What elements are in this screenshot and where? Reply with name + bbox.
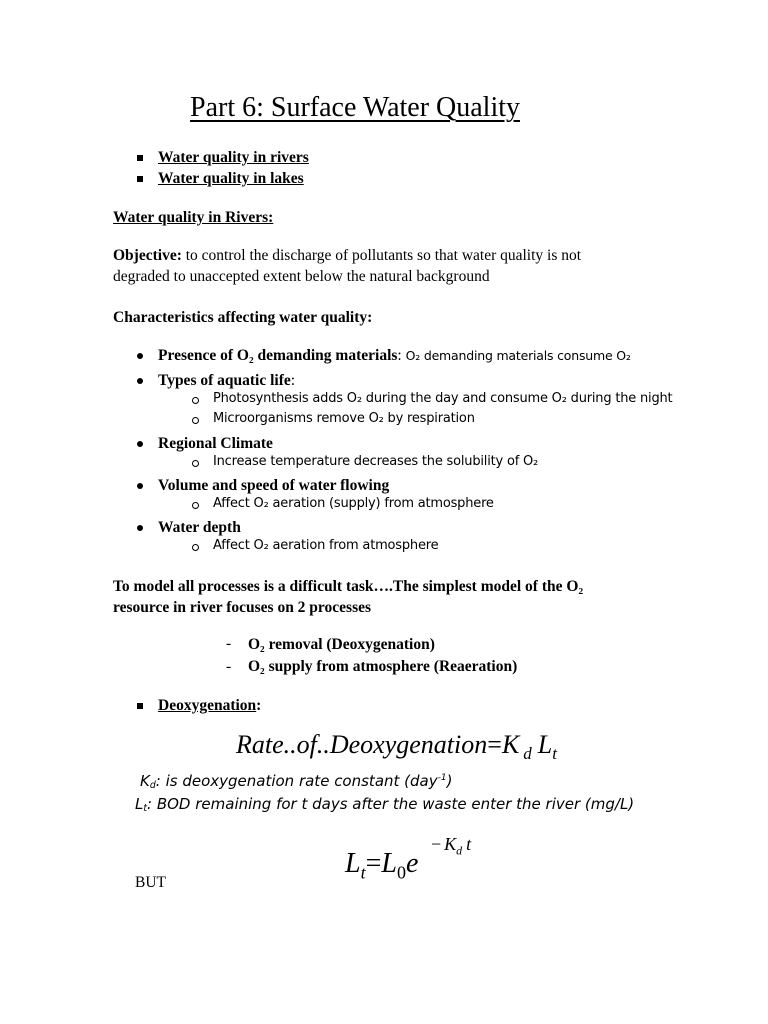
square-bullet-icon: [137, 176, 143, 182]
deox-colon: :: [256, 697, 262, 714]
kd-text-b: ): [446, 772, 453, 790]
lt-symbol: L: [135, 795, 144, 813]
objective-text-1: to control the discharge of pollutants so that water quality is not: [181, 247, 582, 264]
char-depth-label: Water depth: [158, 519, 241, 536]
toc-item-rivers[interactable]: Water quality in rivers: [158, 149, 309, 166]
char-aquatic-label: Types of aquatic life: [158, 372, 291, 389]
char-presence-colon: :: [397, 347, 402, 364]
bullet-circle-icon: [192, 460, 199, 467]
kd-definition: [140, 772, 452, 791]
eq2-e: e: [405, 848, 419, 879]
eq1-k: K: [501, 730, 520, 759]
char-climate-sub-1: Increase temperature decreases the solubility of O₂: [213, 454, 539, 469]
equation-bod-remaining: [345, 848, 418, 884]
objective-label: Objective:: [113, 247, 182, 264]
char-volume-sub-1: Affect O₂ aeration (supply) from atmosphere: [213, 496, 494, 511]
model-text-line-1: To model all processes is a difficult task….The simplest model of the O₂: [113, 578, 584, 595]
bullet-circle-icon: [192, 544, 199, 551]
char-aquatic: [158, 370, 295, 391]
objective-line-2: degraded to unaccepted extent below the natural background: [113, 268, 490, 285]
toc-item-lakes[interactable]: Water quality in lakes: [158, 170, 304, 187]
bullet-circle-icon: [192, 397, 199, 404]
square-bullet-icon: [137, 155, 143, 161]
char-climate-label: Regional Climate: [158, 435, 273, 452]
char-aquatic-colon: :: [290, 372, 296, 389]
square-bullet-icon: [137, 703, 143, 709]
lt-text: : BOD remaining for t days after the waste enter the river (mg/L): [147, 795, 635, 813]
char-presence-note: O₂ demanding materials consume O₂: [405, 348, 631, 363]
dash-bullet-icon: -: [226, 658, 232, 675]
bullet-circle-icon: [192, 417, 199, 424]
page-title: Part 6: Surface Water Quality: [190, 92, 521, 123]
eq2-exp-minus: −: [431, 834, 442, 854]
lt-definition: [135, 795, 634, 814]
char-aquatic-sub-1: Photosynthesis adds O₂ during the day and consume O₂ during the night: [213, 391, 673, 406]
eq2-lt-sub: t: [360, 862, 366, 883]
eq2-exp-t: t: [466, 834, 472, 854]
eq2-l0: L: [381, 848, 397, 879]
bullet-dot-icon: [137, 525, 143, 531]
deox-label[interactable]: Deoxygenation: [158, 697, 257, 714]
char-presence: [158, 345, 631, 366]
kd-exp: -1: [437, 773, 447, 783]
eq2-equals: =: [365, 848, 382, 879]
eq2-l0-sub: 0: [396, 862, 406, 883]
kd-text-a: : is deoxygenation rate constant (day: [155, 772, 438, 790]
char-volume-label: Volume and speed of water flowing: [158, 477, 390, 494]
char-presence-label: Presence of O₂ demanding materials: [158, 347, 398, 364]
characteristics-heading: Characteristics affecting water quality:: [113, 309, 373, 326]
bullet-dot-icon: [137, 353, 143, 359]
eq1-l: L: [537, 730, 553, 759]
char-aquatic-sub-2: Microorganisms remove O₂ by respiration: [213, 411, 475, 426]
eq2-exp-k-sub: d: [456, 843, 463, 858]
bullet-dot-icon: [137, 378, 143, 384]
eq2-exponent: [431, 834, 471, 859]
deox-heading: [158, 695, 261, 716]
bullet-dot-icon: [137, 441, 143, 447]
eq2-lt: L: [345, 848, 361, 879]
eq1-lhs: Rate..of..Deoxygenation: [236, 730, 488, 759]
eq2-exp-k: K: [444, 834, 457, 854]
eq1-k-sub: d: [523, 744, 532, 764]
model-text-line-2: resource in river focuses on 2 processes: [113, 599, 372, 616]
eq1-l-sub: t: [552, 744, 557, 764]
char-depth-sub-1: Affect O₂ aeration from atmosphere: [213, 538, 439, 553]
process-deoxygenation: O₂ removal (Deoxygenation): [248, 636, 435, 653]
equation-deoxygenation-rate: [236, 730, 557, 764]
objective-line-1: [113, 245, 581, 266]
bullet-circle-icon: [192, 502, 199, 509]
process-reaeration: O₂ supply from atmosphere (Reaeration): [248, 658, 518, 675]
lt-symbol-sub: t: [143, 803, 148, 814]
kd-symbol-sub: d: [149, 780, 156, 791]
dash-bullet-icon: -: [226, 635, 232, 652]
bullet-dot-icon: [137, 483, 143, 489]
but-text: BUT: [135, 874, 166, 891]
kd-symbol: K: [140, 772, 150, 790]
section-heading: Water quality in Rivers:: [113, 209, 274, 226]
eq1-equals: =: [487, 730, 502, 759]
